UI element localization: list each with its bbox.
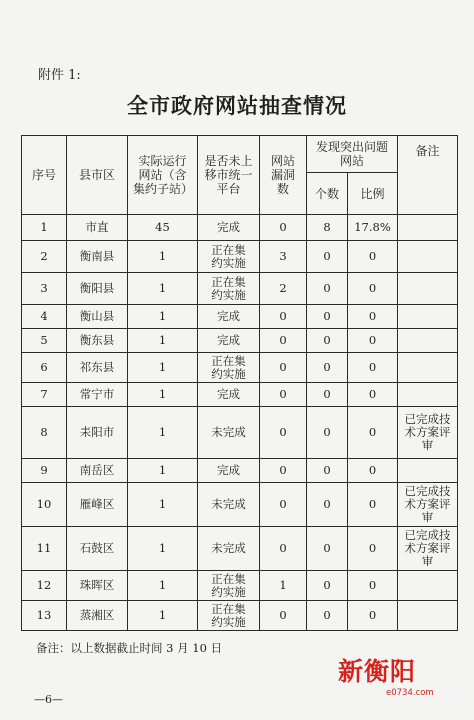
cell-seq: 10 — [22, 483, 67, 527]
table-row — [22, 353, 458, 383]
table-row — [22, 571, 458, 601]
header-issues-group: 发现突出问题网站 — [307, 136, 398, 173]
cell-remark — [398, 383, 458, 407]
cell-seq: 13 — [22, 601, 67, 631]
cell-count: 0 — [307, 571, 348, 601]
cell-sites: 1 — [128, 601, 198, 631]
cell-vuln: 0 — [260, 353, 307, 383]
cell-seq: 11 — [22, 527, 67, 571]
cell-count: 0 — [307, 353, 348, 383]
header-sites: 实际运行网站（含集约子站） — [128, 136, 198, 215]
cell-migrated: 未完成 — [198, 407, 260, 459]
cell-sites: 1 — [128, 571, 198, 601]
cell-seq: 2 — [22, 241, 67, 273]
cell-vuln: 0 — [260, 527, 307, 571]
table-row — [22, 241, 458, 273]
cell-county: 衡南县 — [67, 241, 128, 273]
cell-county: 常宁市 — [67, 383, 128, 407]
cell-count: 0 — [307, 273, 348, 305]
cell-vuln: 0 — [260, 215, 307, 241]
cell-count: 0 — [307, 527, 348, 571]
table-body — [22, 215, 458, 631]
cell-sites: 1 — [128, 383, 198, 407]
header-remark: 备注 — [398, 136, 458, 215]
cell-sites: 1 — [128, 527, 198, 571]
table-row — [22, 273, 458, 305]
cell-sites: 45 — [128, 215, 198, 241]
cell-county: 祁东县 — [67, 353, 128, 383]
cell-vuln: 0 — [260, 407, 307, 459]
cell-ratio: 17.8% — [348, 215, 398, 241]
table-row — [22, 329, 458, 353]
document-title: 全市政府网站抽查情况 — [127, 93, 347, 118]
cell-remark — [398, 305, 458, 329]
cell-count: 0 — [307, 483, 348, 527]
table-row — [22, 483, 458, 527]
table-row — [22, 459, 458, 483]
cell-ratio: 0 — [348, 241, 398, 273]
cell-sites: 1 — [128, 305, 198, 329]
cell-remark — [398, 601, 458, 631]
cell-migrated: 正在集约实施 — [198, 601, 260, 631]
table-row — [22, 383, 458, 407]
cell-vuln: 0 — [260, 459, 307, 483]
attachment-label: 附件 1: — [38, 68, 81, 83]
cell-migrated: 完成 — [198, 329, 260, 353]
cell-remark — [398, 353, 458, 383]
cell-ratio: 0 — [348, 383, 398, 407]
cell-county: 蒸湘区 — [67, 601, 128, 631]
cell-migrated: 正在集约实施 — [198, 273, 260, 305]
cell-vuln: 0 — [260, 329, 307, 353]
cell-sites: 1 — [128, 459, 198, 483]
cell-county: 珠晖区 — [67, 571, 128, 601]
cell-count: 8 — [307, 215, 348, 241]
cell-seq: 3 — [22, 273, 67, 305]
cell-vuln: 0 — [260, 383, 307, 407]
cell-county: 衡东县 — [67, 329, 128, 353]
cell-ratio: 0 — [348, 483, 398, 527]
header-county: 县市区 — [67, 136, 128, 215]
cell-ratio: 0 — [348, 459, 398, 483]
cell-migrated: 完成 — [198, 459, 260, 483]
table-row — [22, 407, 458, 459]
cell-sites: 1 — [128, 329, 198, 353]
cell-vuln: 1 — [260, 571, 307, 601]
header-seq: 序号 — [22, 136, 67, 215]
cell-ratio: 0 — [348, 273, 398, 305]
cell-seq: 8 — [22, 407, 67, 459]
cell-sites: 1 — [128, 241, 198, 273]
cell-seq: 7 — [22, 383, 67, 407]
cell-vuln: 0 — [260, 305, 307, 329]
cell-count: 0 — [307, 459, 348, 483]
table-row — [22, 215, 458, 241]
cell-count: 0 — [307, 407, 348, 459]
cell-seq: 12 — [22, 571, 67, 601]
cell-migrated: 完成 — [198, 305, 260, 329]
cell-ratio: 0 — [348, 305, 398, 329]
cell-migrated: 完成 — [198, 383, 260, 407]
cell-vuln: 0 — [260, 483, 307, 527]
cell-migrated: 正在集约实施 — [198, 353, 260, 383]
cell-ratio: 0 — [348, 571, 398, 601]
cell-count: 0 — [307, 329, 348, 353]
cell-migrated: 未完成 — [198, 527, 260, 571]
cell-ratio: 0 — [348, 407, 398, 459]
cell-county: 雁峰区 — [67, 483, 128, 527]
cell-sites: 1 — [128, 353, 198, 383]
cell-vuln: 2 — [260, 273, 307, 305]
page-number: —6— — [34, 693, 63, 706]
cell-remark — [398, 329, 458, 353]
cell-remark — [398, 215, 458, 241]
header-ratio: 比例 — [348, 173, 398, 215]
header-vuln: 网站漏洞数 — [260, 136, 307, 215]
cell-ratio: 0 — [348, 601, 398, 631]
cell-county: 耒阳市 — [67, 407, 128, 459]
cell-seq: 1 — [22, 215, 67, 241]
cell-remark — [398, 571, 458, 601]
cell-migrated: 未完成 — [198, 483, 260, 527]
cell-county: 衡阳县 — [67, 273, 128, 305]
cell-sites: 1 — [128, 273, 198, 305]
cell-remark — [398, 273, 458, 305]
cell-count: 0 — [307, 383, 348, 407]
watermark-brand: 新衡阳 — [338, 657, 417, 686]
cell-county: 市直 — [67, 215, 128, 241]
cell-ratio: 0 — [348, 329, 398, 353]
table-row — [22, 601, 458, 631]
cell-vuln: 3 — [260, 241, 307, 273]
watermark-url: e0734.com — [386, 688, 434, 698]
cell-sites: 1 — [128, 483, 198, 527]
cell-migrated: 完成 — [198, 215, 260, 241]
cell-remark: 已完成技术方案评审 — [398, 527, 458, 571]
cell-remark — [398, 241, 458, 273]
watermark-logo — [338, 657, 472, 705]
table-row — [22, 305, 458, 329]
inspection-table — [21, 135, 458, 631]
cell-ratio: 0 — [348, 527, 398, 571]
cell-ratio: 0 — [348, 353, 398, 383]
header-migrated: 是否未上移市统一平台 — [198, 136, 260, 215]
cell-migrated: 正在集约实施 — [198, 571, 260, 601]
cell-seq: 4 — [22, 305, 67, 329]
footnote: 备注：以上数据截止时间 3 月 10 日 — [36, 641, 223, 655]
cell-count: 0 — [307, 241, 348, 273]
cell-remark — [398, 459, 458, 483]
cell-count: 0 — [307, 305, 348, 329]
cell-vuln: 0 — [260, 601, 307, 631]
table-row — [22, 527, 458, 571]
cell-sites: 1 — [128, 407, 198, 459]
cell-county: 石鼓区 — [67, 527, 128, 571]
cell-seq: 5 — [22, 329, 67, 353]
cell-seq: 6 — [22, 353, 67, 383]
cell-county: 衡山县 — [67, 305, 128, 329]
header-count: 个数 — [307, 173, 348, 215]
cell-migrated: 正在集约实施 — [198, 241, 260, 273]
cell-remark: 已完成技术方案评审 — [398, 407, 458, 459]
cell-county: 南岳区 — [67, 459, 128, 483]
cell-count: 0 — [307, 601, 348, 631]
cell-seq: 9 — [22, 459, 67, 483]
cell-remark: 已完成技术方案评审 — [398, 483, 458, 527]
